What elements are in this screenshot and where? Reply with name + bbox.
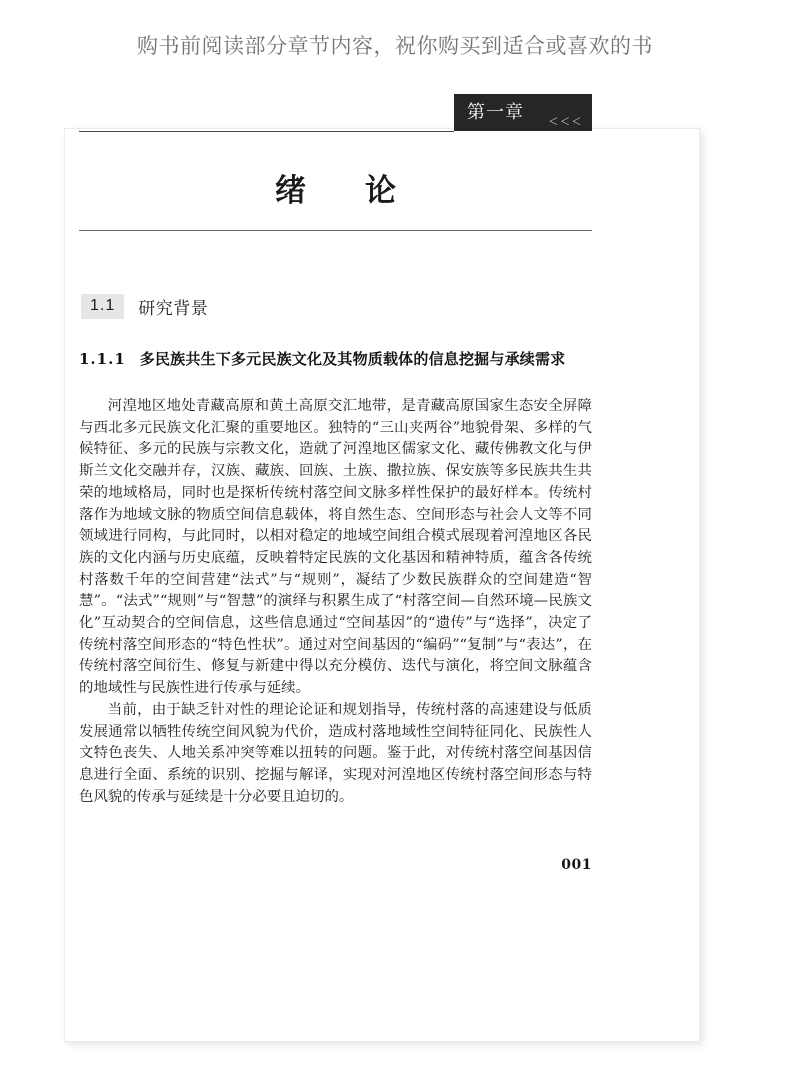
body-text [79, 396, 592, 808]
section-heading [81, 294, 208, 319]
subsection-heading [79, 348, 592, 369]
paragraph: 当前，由于缺乏针对性的理论论证和规划指导，传统村落的高速建设与低质发展通常以牺牲传统空间风貌为代价，造成村落地域性空间特征同化、民族性人文特色丧失、人地关系冲突等难以扭转的问题。鉴于此，对传统村落空间基因信息进行全面、系统的识别、挖掘与解译，实现对河湟地区传统村落空间形态与特色风貌的传承与延续是十分必要且迫切的。 [79, 701, 592, 805]
chapter-banner [454, 94, 592, 131]
chapter-title: 绪 论 [275, 173, 410, 209]
subsection-number: 1.1.1 [79, 350, 126, 368]
chapter-banner-label: 第一章 [467, 102, 524, 122]
chevron-left-triple-icon: ＜＜＜ [548, 117, 583, 128]
section-number-badge: 1.1 [81, 294, 124, 319]
promo-text: 购书前阅读部分章节内容，祝你购买到适合或喜欢的书 [137, 35, 653, 58]
title-rule-top [79, 131, 454, 132]
subsection-title: 多民族共生下多元民族文化及其物质载体的信息挖掘与承续需求 [139, 350, 566, 368]
page-content-column [79, 0, 592, 914]
page-number: 001 [561, 857, 592, 873]
section-title: 研究背景 [138, 299, 209, 318]
paragraph: 河湟地区地处青藏高原和黄土高原交汇地带，是青藏高原国家生态安全屏障与西北多元民族文化汇聚的重要地区。独特的“三山夹两谷”地貌骨架、多样的气候特征、多元的民族与宗教文化，造就了河湟地区儒家文化、藏传佛教文化与伊斯兰文化交融并存，汉族、藏族、回族、土族、撒拉族、保安族等多民族共生共荣的地域格局，同时也是探析传统村落空间文脉多样性保护的最好样本。传统村落作为地域文脉的物质空间信息载体，将自然生态、空间形态与社会人文等不同领域进行同构，与此同时，以相对稳定的地域空间组合模式展现着河湟地区各民族的文化内涵与历史底蕴，反映着特定民族的文化基因和精神特质，蕴含各传统村落数千年的空间营建“法式”与“规则”，凝结了少数民族群众的空间建造“智慧”。“法式”“规则”与“智慧”的演绎与积累生成了“村落空间—自然环境—民族文化”互动契合的空间信息，这些信息通过“空间基因”的“遗传”与“选择”，决定了传统村落空间形态的“特色性状”。通过对空间基因的“编码”“复制”与“表达”，在传统村落空间衍生、修复与新建中得以充分模仿、迭代与演化，将空间文脉蕴含的地域性与民族性进行传承与延续。 [79, 398, 592, 697]
title-rule-bottom [79, 230, 592, 231]
